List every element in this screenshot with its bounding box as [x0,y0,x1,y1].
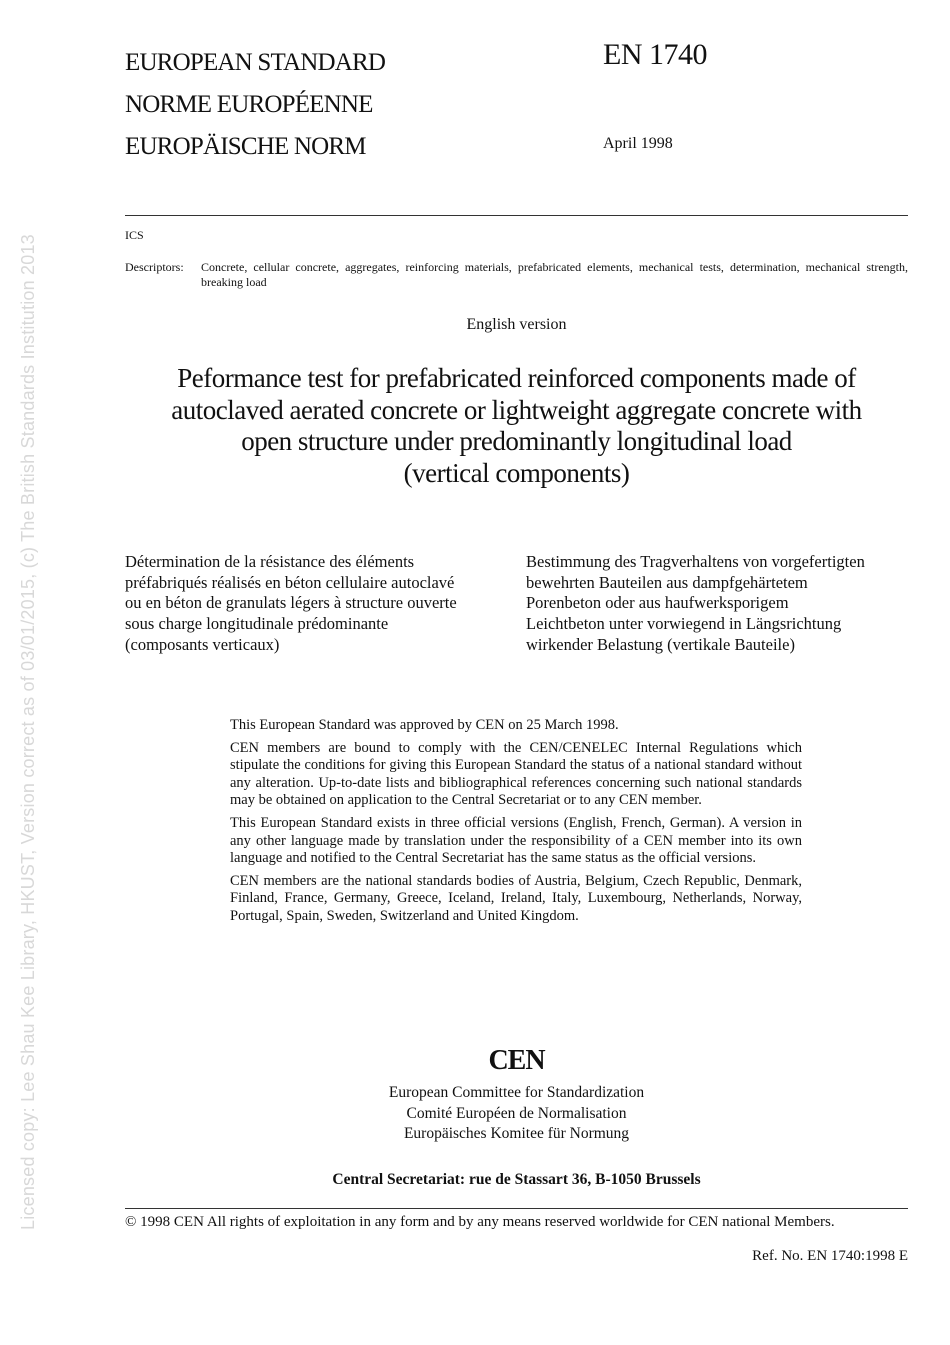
title-fr-line: préfabriqués réalisés en béton cellulaire autoclavé [125,572,455,592]
reference-number: Ref. No. EN 1740:1998 E [752,1248,908,1264]
license-watermark: Licensed copy: Lee Shau Kee Library, HKUST, Version correct as of 03/01/2015, (c) The British Standards Institution 2013 [18,234,38,1230]
title-fr-line: Détermination de la résistance des éléments [125,552,415,571]
title-de-line: wirkender Belastung (vertikale Bauteile) [526,634,795,654]
ics-label: ICS [125,228,144,242]
standard-name-en: EUROPEAN STANDARD [125,49,386,76]
title-german [526,552,911,656]
title-line: Peformance test for prefabricated reinforced components made of [177,363,856,393]
approval-paragraph: CEN members are bound to comply with the CEN/CENELEC Internal Regulations which stipulate the conditions for giving this European Standard the status of a national standard without any alteration. Up-to-date lists and bibliographical references concerning such national standards may be obtained on application to the Central Secretariat or to any CEN member. [230,739,802,809]
title-line: open structure under predominantly longitudinal load [241,426,792,456]
title-line: autoclaved aerated concrete or lightweight aggregate concrete with [171,394,862,425]
document-title [125,363,908,489]
title-french [125,552,510,656]
standard-names [125,42,385,168]
descriptors-block [125,260,908,290]
approval-notice [230,717,802,931]
cen-name-fr: Comité Européen de Normalisation [406,1104,627,1122]
title-fr-line: (composants verticaux) [125,634,280,654]
title-de-line: Leichtbeton unter vorwiegend in Längsrichtung [526,614,842,634]
standard-name-fr: NORME EUROPÉENNE [125,91,373,118]
title-fr-line: sous charge longitudinale prédominante [125,614,389,634]
title-line: (vertical components) [403,457,630,488]
standard-name-de: EUROPÄISCHE NORM [125,133,366,160]
version-label: English version [466,316,567,333]
footer-divider [125,1208,908,1209]
descriptors-label: Descriptors: [125,260,184,274]
header-divider [125,215,908,216]
approval-paragraph: This European Standard exists in three official versions (English, French, German). A version in any other language made by translation under the responsibility of a CEN member into its own language and notified to the Central Secretariat has the same status as the official versions. [230,814,802,867]
cen-name-en: European Committee for Standardization [388,1084,645,1101]
title-de-line: bewehrten Bauteilen aus dampfgehärtetem [526,572,808,592]
approval-paragraph: CEN members are the national standards bodies of Austria, Belgium, Czech Republic, Denmark, Finland, France, Germany, Greece, Iceland, Ireland, Italy, Luxembourg, Netherlands, Norway, Portugal, Spain, Sweden, Switzerland and United Kingdom. [230,872,802,924]
descriptors-text: Concrete, cellular concrete, aggregates, reinforcing materials, prefabricated elements, mechanical tests, determination, mechanical strength, breaking load [201,260,908,289]
title-fr-line: ou en béton de granulats légers à structure ouverte [125,593,457,613]
cen-name-de: Europäisches Komitee für Normung [403,1125,630,1143]
cen-logo: CEN [488,1045,545,1076]
publication-date: April 1998 [603,135,673,152]
central-secretariat-address: Central Secretariat: rue de Stassart 36, B-1050 Brussels [332,1171,701,1188]
approval-paragraph: This European Standard was approved by CEN on 25 March 1998. [230,717,619,733]
standard-number: EN 1740 [603,38,707,71]
copyright-notice: © 1998 CEN All rights of exploitation in any form and by any means reserved worldwide for CEN national Members. [125,1214,835,1230]
title-de-line: Bestimmung des Tragverhaltens von vorgefertigten [526,552,865,571]
cen-committee-names [0,1083,950,1145]
title-de-line: Porenbeton oder aus haufwerksporigem [526,593,789,613]
